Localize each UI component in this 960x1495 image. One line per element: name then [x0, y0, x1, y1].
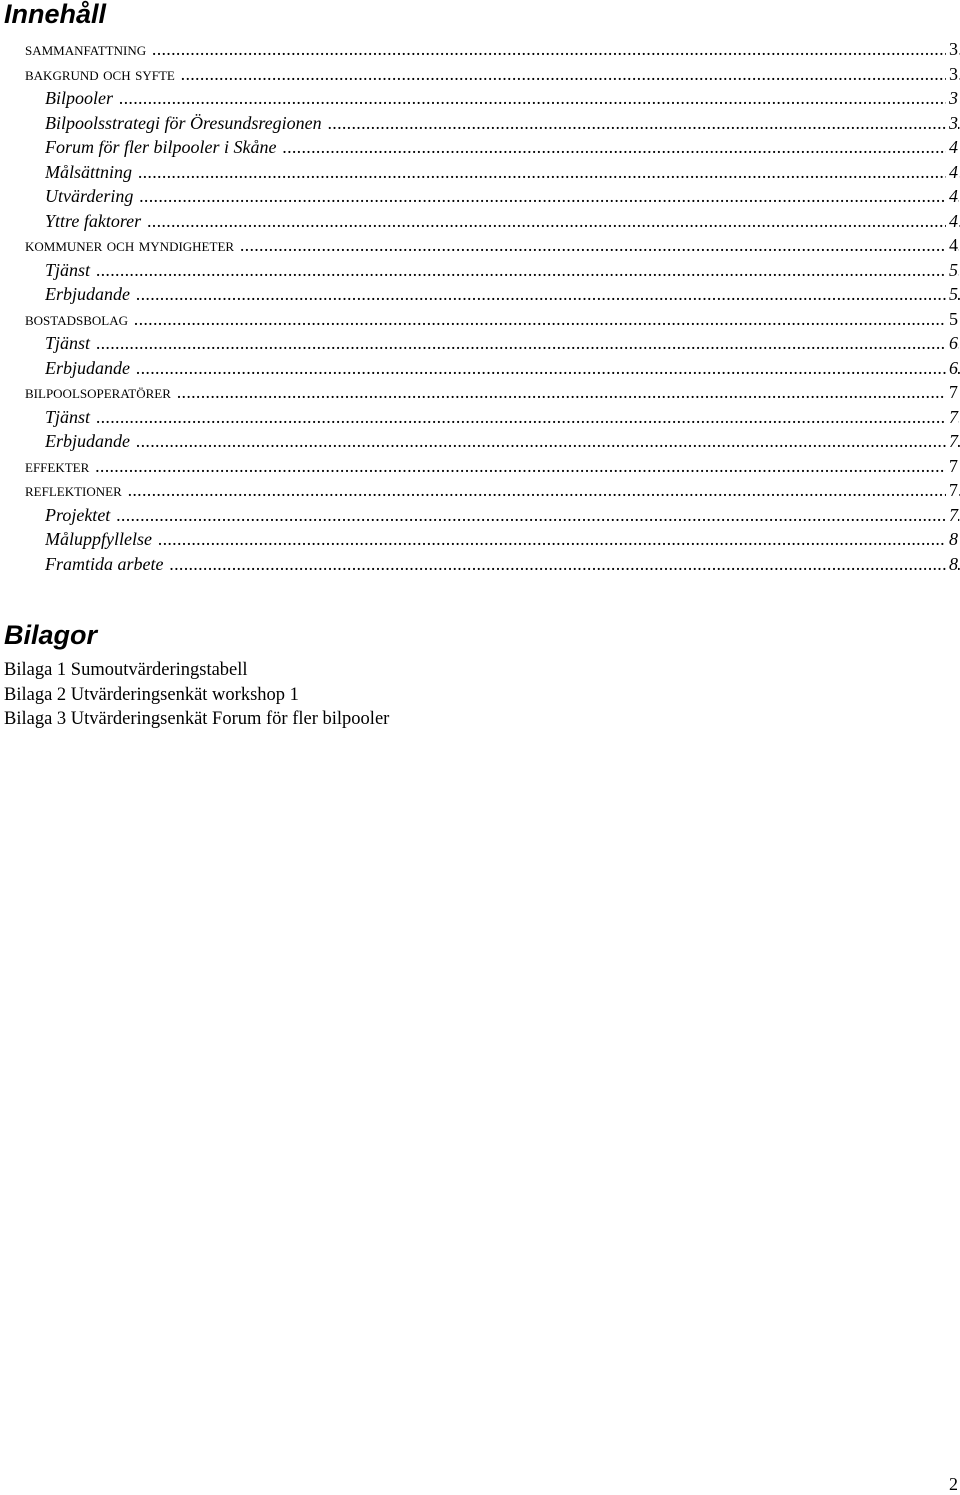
appendix-item: Bilaga 3 Utvärderingsenkät Forum för fler bilpooler	[4, 709, 390, 729]
toc-entry-title: Bilpooler	[45, 88, 113, 108]
toc-entry-title: Tjänst	[45, 259, 91, 280]
toc-entry[interactable]	[0, 454, 960, 479]
toc-entry-page: 3	[946, 86, 958, 111]
toc-leader-dots	[153, 529, 960, 549]
toc-entry-page: 3	[946, 111, 958, 136]
toc-entry[interactable]	[0, 37, 960, 62]
toc-entry[interactable]	[0, 135, 960, 160]
appendix-heading: Bilagor	[4, 620, 98, 650]
toc-entry[interactable]	[0, 356, 960, 381]
toc-entry-title: Framtida arbete	[45, 553, 164, 574]
toc-leader-dots	[90, 456, 960, 476]
toc-entry-page: 7	[946, 405, 958, 430]
page-number: 2	[949, 1474, 958, 1494]
toc-leader-dots	[323, 113, 960, 133]
toc-leader-dots	[142, 211, 960, 231]
toc-entry[interactable]	[0, 331, 960, 356]
toc-entry-page: 7	[946, 429, 958, 454]
toc-entry-title: Erbjudande	[45, 431, 130, 451]
toc-entry-title: sammanfattning	[25, 39, 147, 59]
toc-entry-page: 4	[946, 184, 958, 209]
toc-leader-dots	[91, 407, 960, 427]
toc-leader-dots	[134, 186, 960, 206]
toc-entry-title: bostadsbolag	[25, 308, 128, 329]
toc-entry-title: effekter	[25, 455, 90, 476]
toc-entry[interactable]	[0, 282, 960, 307]
toc-entry-title: Tjänst	[45, 333, 91, 353]
toc-entry-page: 3	[946, 62, 958, 87]
toc-leader-dots	[123, 480, 960, 500]
toc-entry-page: 5	[946, 282, 958, 307]
toc-entry[interactable]	[0, 209, 960, 234]
toc-entry-page: 7	[946, 380, 958, 405]
toc-leader-dots	[131, 284, 960, 304]
toc-entry[interactable]	[0, 111, 960, 136]
appendix-item: Bilaga 1 Sumoutvärderingstabell	[4, 660, 248, 680]
toc-leader-dots	[91, 260, 960, 280]
toc-entry-title: bakgrund och syfte	[25, 63, 175, 84]
toc-entry-title: Utvärdering	[45, 186, 134, 206]
toc-leader-dots	[129, 309, 960, 329]
toc-entry[interactable]	[0, 307, 960, 332]
toc-leader-dots	[277, 137, 960, 157]
appendix-item: Bilaga 2 Utvärderingsenkät workshop 1	[4, 684, 299, 705]
toc-entry-title: bilpoolsoperatörer	[25, 382, 171, 402]
toc-entry-page: 8	[946, 552, 958, 577]
toc-entry-title: Erbjudande	[45, 284, 130, 304]
toc-entry[interactable]	[0, 233, 960, 258]
appendix-list	[4, 658, 389, 732]
toc-leader-dots	[235, 235, 960, 255]
toc-leader-dots	[147, 39, 960, 59]
toc-entry-page: 6	[946, 331, 958, 356]
toc-entry[interactable]	[0, 258, 960, 283]
toc-leader-dots	[176, 64, 960, 84]
toc-entry-page: 7	[946, 503, 958, 528]
toc-heading: Innehåll	[4, 0, 107, 29]
toc-entry-title: Projektet	[45, 504, 111, 525]
toc-entry[interactable]	[0, 160, 960, 185]
toc-leader-dots	[172, 382, 960, 402]
toc-entry-page: 4	[946, 160, 958, 185]
toc-leader-dots	[91, 333, 960, 353]
toc-entry-page: 3	[946, 37, 958, 62]
toc-entry[interactable]	[0, 429, 960, 454]
toc-entry-title: Tjänst	[45, 406, 91, 427]
toc-entry[interactable]	[0, 527, 960, 552]
toc-entry-title: Yttre faktorer	[45, 210, 142, 231]
toc-entry-title: Bilpoolsstrategi för Öresundsregionen	[45, 112, 322, 133]
toc-entry-title: Måluppfyllelse	[45, 529, 152, 549]
toc-entry-title: Forum för fler bilpooler i Skåne	[45, 137, 277, 157]
toc-entry-page: 4	[946, 209, 958, 234]
toc-entry[interactable]	[0, 478, 960, 503]
toc-entry[interactable]	[0, 86, 960, 111]
toc-entry-page: 5	[946, 307, 958, 332]
toc-entry[interactable]	[0, 552, 960, 577]
table-of-contents	[0, 37, 960, 576]
toc-entry[interactable]	[0, 405, 960, 430]
toc-leader-dots	[165, 554, 960, 574]
toc-entry-title: Målsättning	[45, 161, 133, 182]
toc-entry[interactable]	[0, 184, 960, 209]
toc-entry-page: 8	[946, 527, 958, 552]
toc-leader-dots	[131, 358, 960, 378]
toc-entry-title: reflektioner	[25, 480, 122, 500]
toc-leader-dots	[133, 162, 960, 182]
toc-entry-page: 7	[946, 454, 958, 479]
toc-entry[interactable]	[0, 380, 960, 405]
toc-leader-dots	[111, 505, 960, 525]
toc-entry-page: 6	[946, 356, 958, 381]
toc-entry-page: 7	[946, 478, 958, 503]
toc-leader-dots	[114, 88, 960, 108]
toc-entry-title: kommuner och myndigheter	[25, 235, 235, 255]
toc-entry-page: 5	[946, 258, 958, 283]
toc-entry-title: Erbjudande	[45, 357, 130, 378]
toc-entry[interactable]	[0, 503, 960, 528]
toc-entry[interactable]	[0, 62, 960, 87]
toc-entry-page: 4	[946, 135, 958, 160]
toc-entry-page: 4	[946, 233, 958, 258]
toc-leader-dots	[131, 431, 960, 451]
